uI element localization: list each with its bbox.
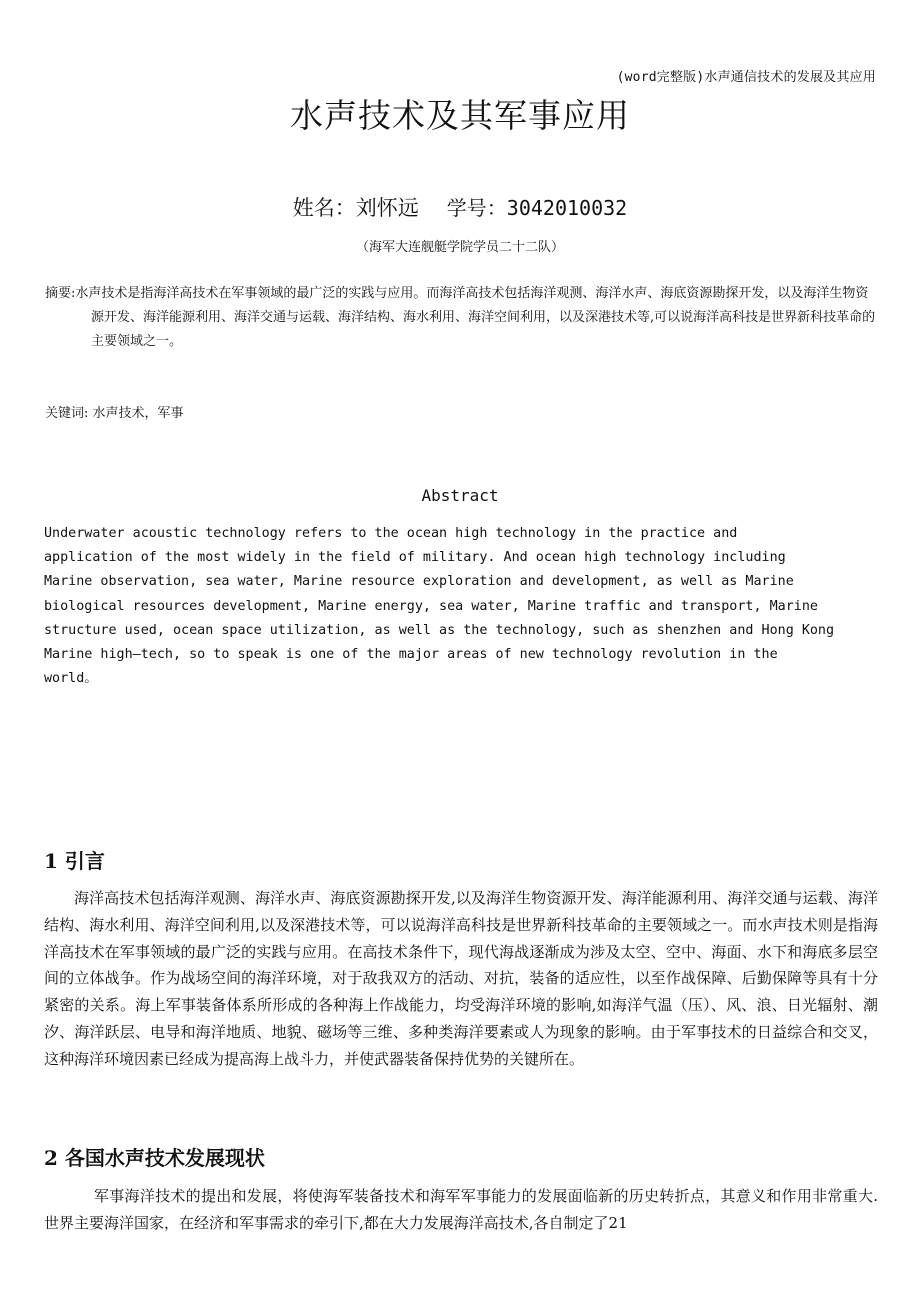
section-paragraph-introduction: 海洋高技术包括海洋观测、海洋水声、海底资源勘探开发,以及海洋生物资源开发、海洋能源利用、海洋交通与运载、海洋结构、海水利用、海洋空间利用,以及深港技术等，可以说海洋高科技是世界新科技革命的主要领域之一。而水声技术则是指海洋高技术在军事领域的最广泛的实践与应用。在高技术条件下，现代海战逐渐成为涉及太空、空中、海面、水下和海底多层空间的立体战争。作为战场空间的海洋环境，对于敌我双方的活动、对抗，装备的适应性，以至作战保障、后勤保障等具有十分紧密的关系。海上军事装备体系所形成的各种海上作战能力，均受海洋环境的影响,如海洋气温（压）、风、浪、日光辐射、潮汐、海洋跃层、电导和海洋地质、地貌、磁场等三维、多种类海洋要素或人为现象的影响。由于军事技术的日益综合和交叉，这种海洋环境因素已经成为提高海上战斗力，并使武器装备保持优势的关键所在。 — [44, 889, 878, 1068]
section-paragraph-status: 军事海洋技术的提出和发展，将使海军装备技术和海军军事能力的发展面临新的历史转折点，其意义和作用非常重大.世界主要海洋国家，在经济和军事需求的牵引下,都在大力发展海洋高技术,各自制定了21 — [44, 1187, 878, 1232]
abstract-line: structure used, ocean space utilization, as well as the technology, such as shenzhen and Hong Kong — [44, 622, 835, 638]
abstract-line: Marine observation, sea water, Marine resource exploration and development, as well as Marine — [44, 574, 794, 590]
affiliation: （海军大连舰艇学院学员二十二队） — [355, 240, 564, 255]
section-heading-status: 2 各国水声技术发展现状 — [44, 1146, 265, 1170]
abstract-line: biological resources development, Marine energy, sea water, Marine traffic and transport, Marine — [44, 598, 818, 614]
author-name: 姓名：刘怀远 — [292, 196, 419, 220]
abstract-english — [44, 522, 890, 691]
abstract-line: world。 — [44, 671, 98, 687]
student-id: 学号：3042010032 — [446, 196, 628, 220]
running-header: (word完整版)水声通信技术的发展及其应用 — [616, 70, 876, 85]
abstract-heading: Abstract — [421, 486, 499, 505]
abstract-chinese: 摘要:水声技术是指海洋高技术在军事领域的最广泛的实践与应用。而海洋高技术包括海洋观测、海洋水声、海底资源勘探开发，以及海洋生物资源开发、海洋能源利用、海洋交通与运载、海洋结构、海水利用、海洋空间利用，以及深港技术等,可以说海洋高科技是世界新科技革命的主要领域之一。 — [45, 286, 876, 349]
abstract-line: Underwater acoustic technology refers to the ocean high technology in the practice and — [44, 526, 738, 541]
abstract-line: application of the most widely in the field of military. And ocean high technology including — [44, 550, 786, 566]
author-line — [0, 192, 920, 222]
section-heading-introduction: 1 引言 — [44, 849, 105, 873]
keywords: 关键词: 水声技术，军事 — [45, 406, 184, 421]
document-title: 水声技术及其军事应用 — [290, 96, 630, 135]
abstract-line: Marine high—tech, so to speak is one of the major areas of new technology revolution in the — [44, 647, 778, 663]
